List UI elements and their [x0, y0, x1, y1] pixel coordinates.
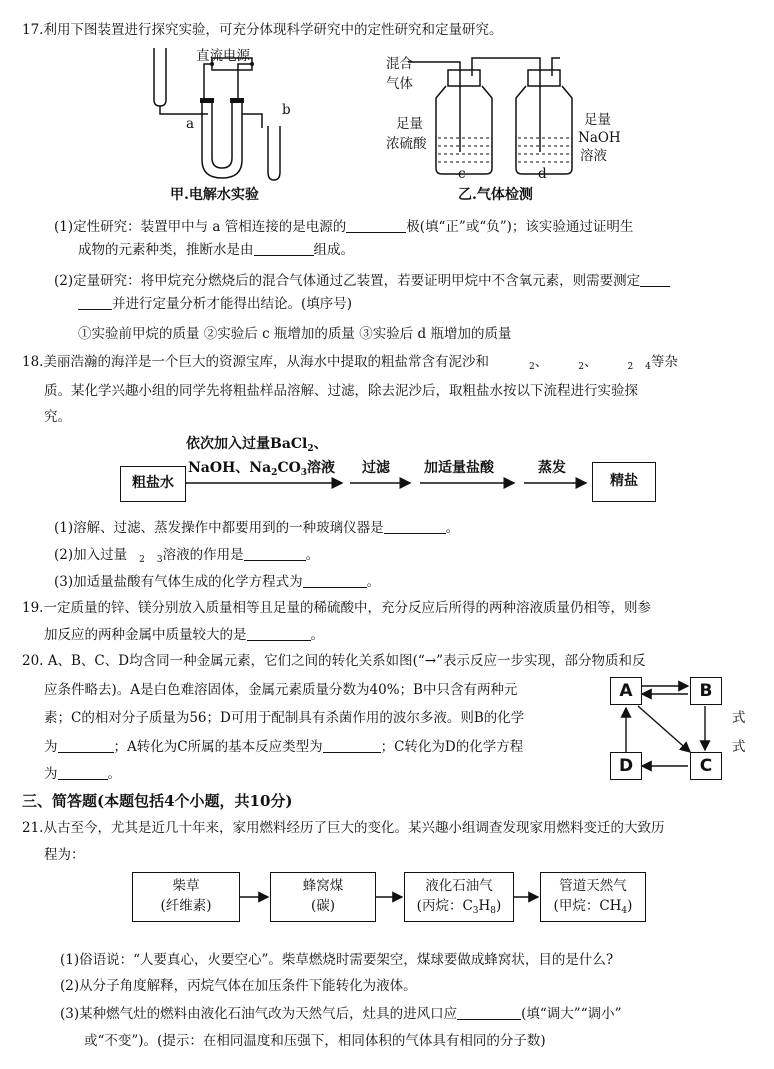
q20-line1: 20. A、B、C、D均含同一种金属元素，它们之间的转化关系如图(“→”表示反应一步实现，部分物质和反	[22, 653, 646, 669]
section-3-heading: 三、简答题(本题包括4个小题，共10分)	[22, 792, 293, 810]
mixed-gas-label-2: 气体	[386, 76, 413, 92]
naoh-label-3: 溶液	[580, 148, 607, 164]
q20-line4: 为 ；A转化为C所属的基本反应类型为 ；C转化为D的化学方程	[44, 739, 524, 755]
answer-blank[interactable]	[323, 738, 381, 753]
fuel-2-name: 蜂窝煤	[302, 878, 344, 894]
node-d: D	[610, 752, 642, 780]
fuel-1-name: 柴草	[172, 878, 200, 894]
answer-blank[interactable]	[384, 519, 446, 534]
bottle-d-label: d	[538, 166, 547, 182]
q21-part1: (1)俗语说：“人要真心，火要空心”。柴草燃烧时需要架空，煤球要做成蜂窝状，目的是什么?	[60, 952, 614, 968]
node-b: B	[690, 677, 722, 705]
naoh-label-2: NaOH	[578, 130, 621, 146]
flow-step1-bottom: NaOH、$Na_2CO_3$溶液	[188, 460, 336, 478]
mixed-gas-label-1: 混合	[386, 56, 413, 72]
gas-detection-figure	[380, 42, 630, 217]
fuel-2-detail: (碳)	[310, 898, 336, 915]
q18-part2: (2)加入过量 $_2$ $_3$溶液的作用是 。	[54, 547, 320, 565]
fuel-flow-arrows	[0, 868, 774, 932]
figure-jia-caption: 甲.电解水实验	[170, 187, 259, 203]
flow-step3: 加适量盐酸	[424, 460, 494, 476]
fuel-4-name: 管道天然气	[559, 878, 627, 894]
q18-stem-line3: 究。	[44, 409, 71, 425]
q17-part1-cont: 成物的元素种类，推断水是由 组成。	[78, 242, 354, 258]
q17-options: ①实验前甲烷的质量 ②实验后 c 瓶增加的质量 ③实验后 d 瓶增加的质量	[78, 326, 512, 342]
q21-line1: 21.从古至今，尤其是近几十年来，家用燃料经历了巨大的变化。某兴趣小组调查发现家用燃料变迁的大致历	[22, 820, 665, 836]
node-a: A	[610, 677, 642, 705]
q18-stem-line2: 质。某化学兴趣小组的同学先将粗盐样品溶解、过滤，除去泥沙后，取粗盐水按以下流程进行实验探	[44, 383, 638, 399]
answer-blank[interactable]	[457, 1005, 521, 1020]
answer-blank[interactable]	[640, 272, 670, 287]
answer-blank[interactable]	[247, 626, 311, 641]
fuel-3-name: 液化石油气	[425, 878, 493, 894]
q21-part2: (2)从分子角度解释，丙烷气体在加压条件下能转化为液体。	[60, 978, 417, 994]
tube-b-label: b	[282, 102, 291, 118]
flow-start-box: 粗盐水	[120, 466, 186, 502]
sulfuric-acid-label-1: 足量	[396, 116, 423, 132]
naoh-label-1: 足量	[584, 112, 611, 128]
q19-line1: 19.一定质量的锌、镁分别放入质量相等且足量的稀硫酸中，充分反应后所得的两种溶液质量仍相等，则参	[22, 600, 651, 616]
answer-blank[interactable]	[346, 218, 406, 233]
q17-part2-cont: 并进行定量分析才能得出结论。(填序号)	[22, 294, 774, 315]
answer-blank[interactable]	[254, 241, 314, 256]
q20-line3-tail: 式	[732, 710, 746, 726]
salt-purification-flowchart	[0, 432, 774, 512]
fuel-history-flow	[0, 868, 774, 932]
q19-line2: 加反应的两种金属中质量较大的是 。	[44, 627, 324, 643]
answer-blank[interactable]	[244, 546, 306, 561]
q21-part3: (3)某种燃气灶的燃料由液化石油气改为天然气后，灶具的进风口应 (填“调大”“调小”	[60, 1006, 622, 1022]
q20-line3: 素；C的相对分子质量为56；D可用于配制具有杀菌作用的波尔多液。则B的化学	[44, 710, 525, 726]
power-supply-label: 直流电源	[196, 48, 250, 64]
flow-step1-top: 依次加入过量BaCl$_2$、	[186, 436, 328, 454]
figure-yi-caption: 乙.气体检测	[458, 187, 533, 203]
fuel-4-detail: (甲烷：$CH_4$)	[553, 898, 633, 917]
sulfuric-acid-label-2: 浓硫酸	[386, 136, 427, 152]
flow-step2: 过滤	[362, 460, 390, 476]
tube-a-label: a	[186, 116, 195, 132]
q17-part1: (1)定性研究：装置甲中与 a 管相连接的是电源的 极(填“正”或“负”)；该实验通过证明生	[54, 219, 634, 235]
q21-line2: 程为：	[44, 847, 85, 863]
answer-blank[interactable]	[58, 765, 108, 780]
fuel-3-detail: (丙烷：$C_3H_8$)	[416, 898, 502, 917]
answer-blank[interactable]	[58, 738, 114, 753]
conversion-diagram	[608, 676, 728, 780]
q17-stem: 17.利用下图装置进行探究实验，可充分体现科学研究中的定性研究和定量研究。	[22, 22, 503, 38]
q21-part3-cont: 或“不变”)。(提示：在相同温度和压强下，相同体积的气体具有相同的分子数)	[84, 1033, 546, 1049]
q17-part2: (2)定量研究：将甲烷充分燃烧后的混合气体通过乙装置，若要证明甲烷中不含氧元素，则需要测定	[22, 271, 774, 292]
q18-stem-line1: 18.美丽浩瀚的海洋是一个巨大的资源宝库，从海水中提取的粗盐常含有泥沙和 $_2$、 $_2$、 $_2$ $_4$等杂	[22, 354, 678, 372]
q18-part3: (3)加适量盐酸有气体生成的化学方程式为 。	[54, 574, 381, 590]
q20-line2: 应条件略去)。A是白色难溶固体，金属元素质量分数为40%；B中只含有两种元	[44, 682, 518, 698]
node-c: C	[690, 752, 722, 780]
flow-step4: 蒸发	[538, 460, 566, 476]
answer-blank[interactable]	[78, 295, 112, 310]
q20-line4-tail: 式	[732, 739, 746, 755]
flow-end-box: 精盐	[592, 462, 656, 502]
q18-part1: (1)溶解、过滤、蒸发操作中都要用到的一种玻璃仪器是 。	[54, 520, 460, 536]
electrolysis-figure	[140, 42, 310, 217]
bottle-c-label: c	[458, 166, 466, 182]
answer-blank[interactable]	[303, 573, 367, 588]
q20-line5: 为 。	[44, 766, 121, 782]
fuel-1-detail: (纤维素)	[160, 898, 212, 915]
